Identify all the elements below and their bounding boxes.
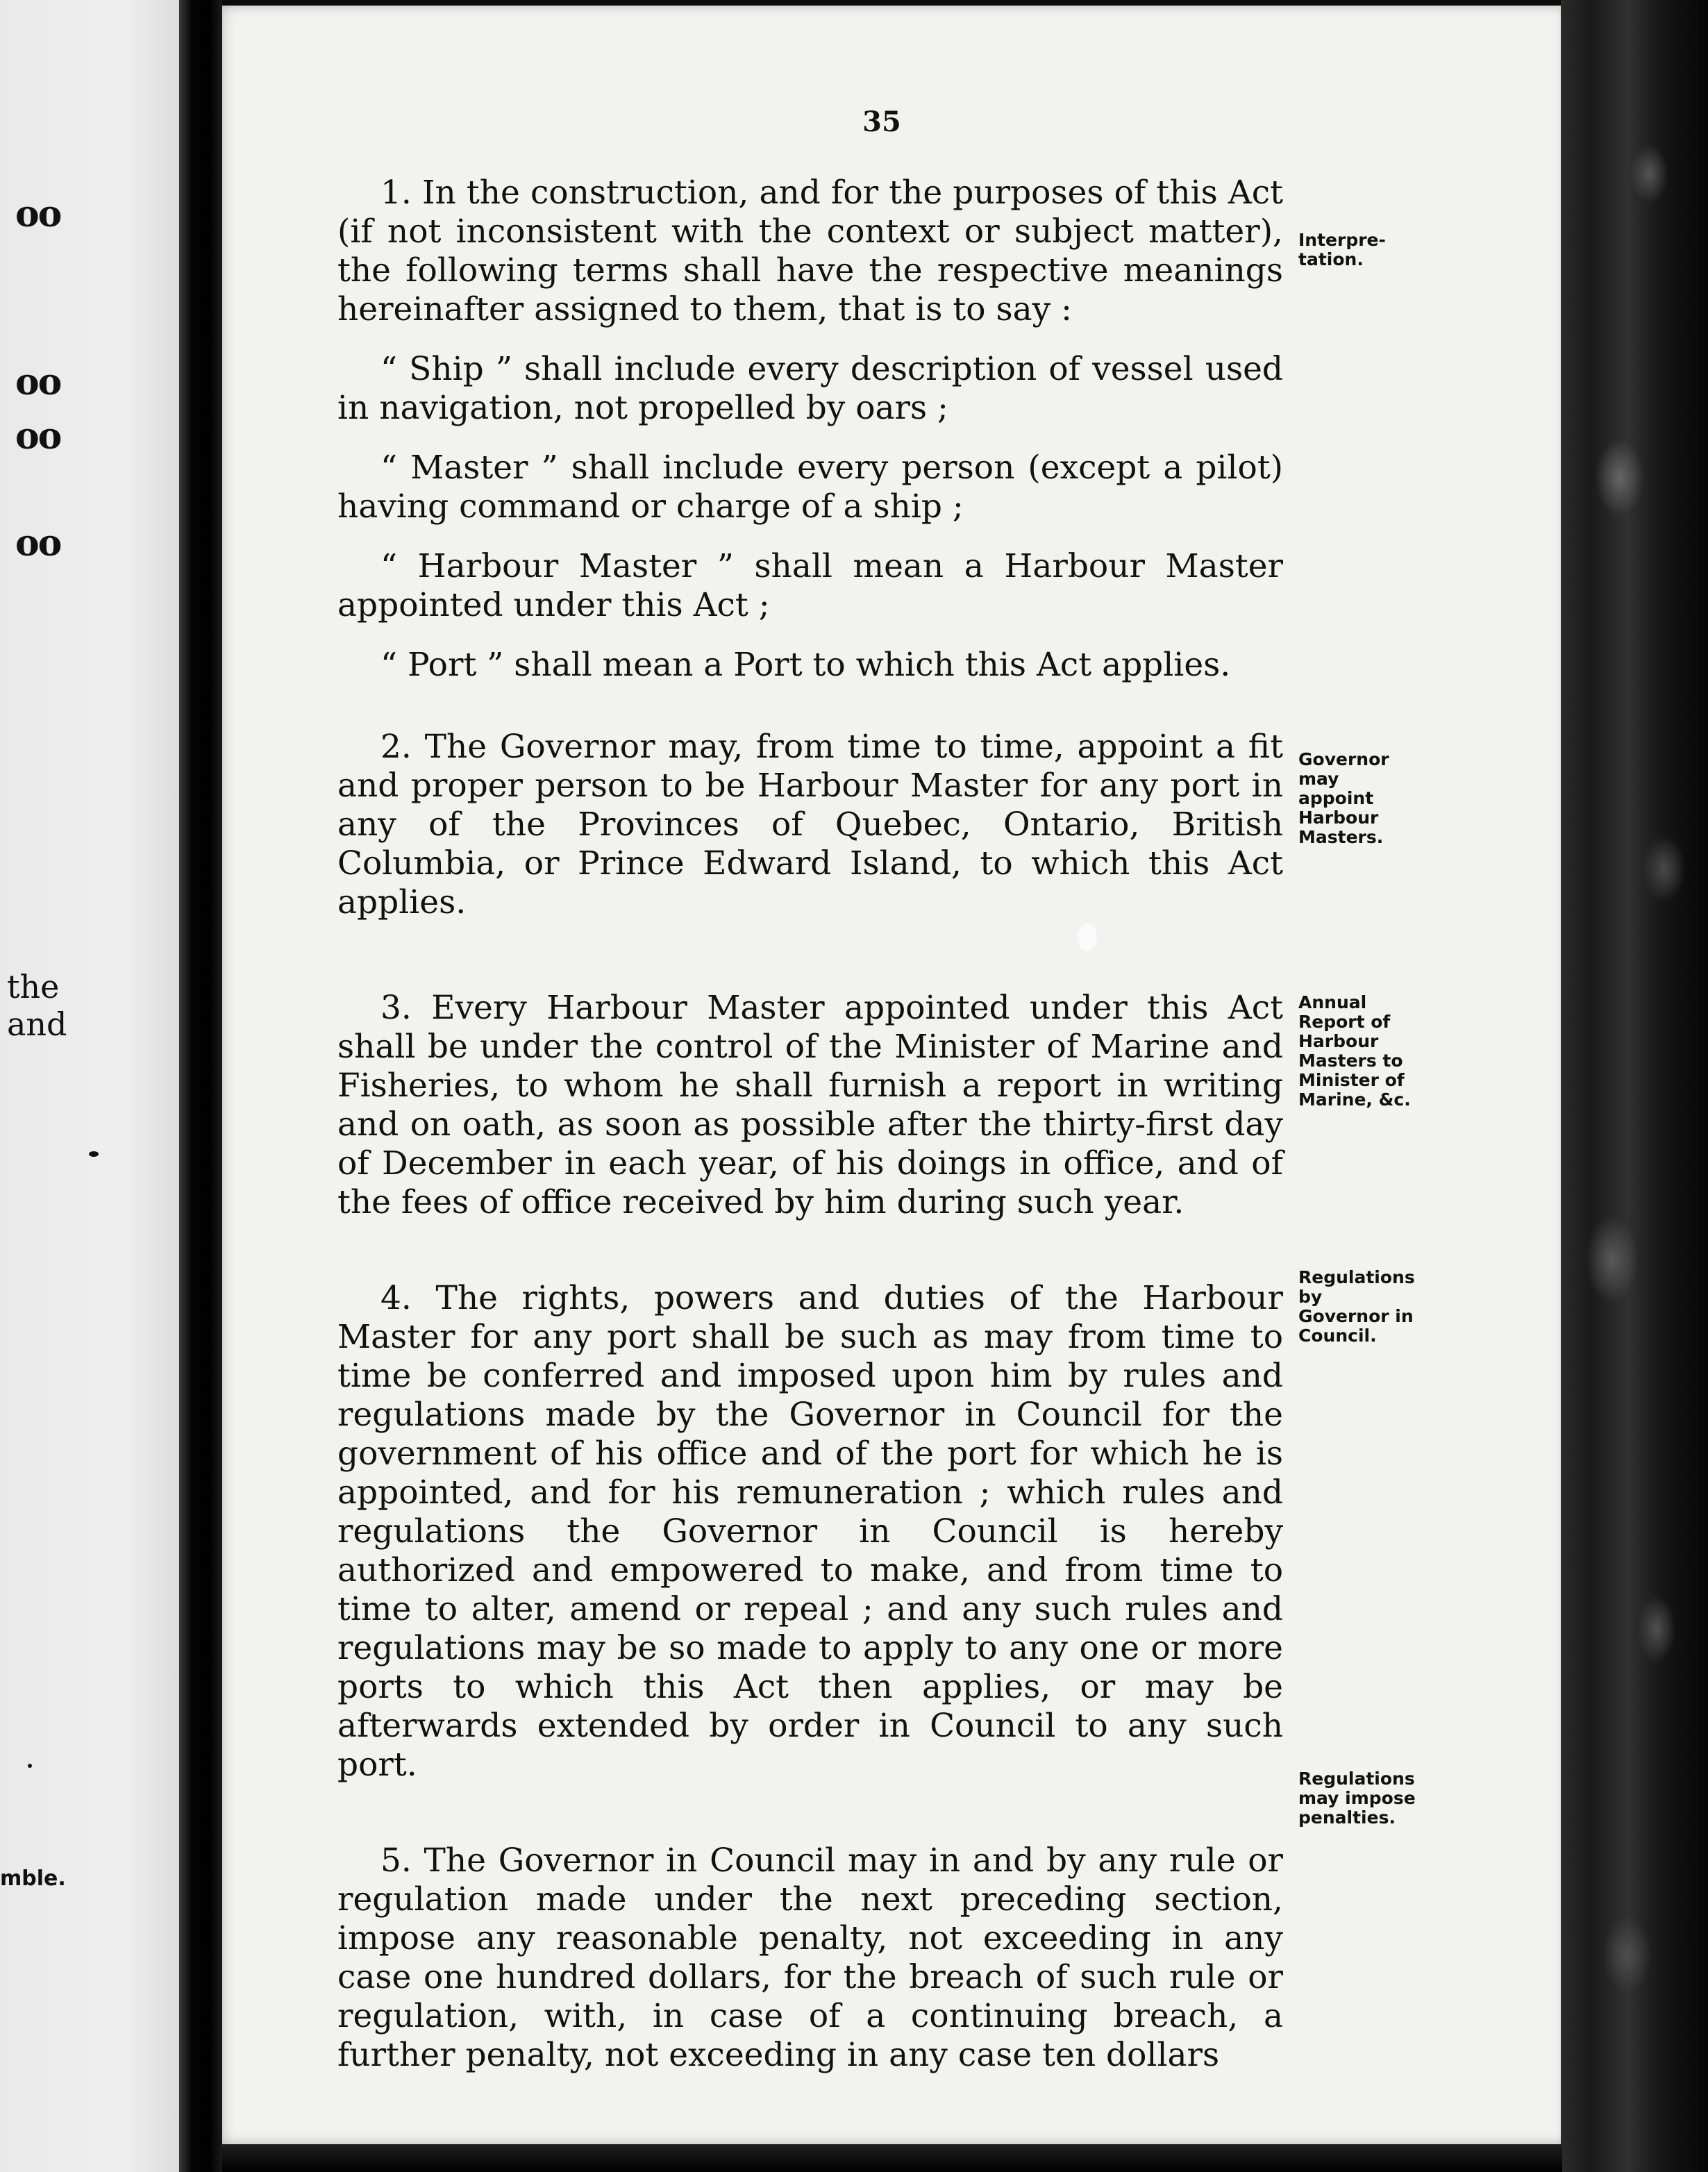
section-5: 5. The Governor in Council may in and by any rule or regulation made under the next preceding section, impose any reasonable penalty, not exceeding in any case one hundred dollars, for the breach of such rule or regulation, with, in case of a continuing breach, a further penalty, not exceeding in any case ten dollars xyxy=(337,1841,1283,2074)
section-3: 3. Every Harbour Master appointed under this Act shall be under the control of the Minister of Marine and Fisheries, to whom he shall furnish a report in writing and on oath, as soon as possible after the thirty-first day of December in each year, of his doings in office, and of the fees of office received by him during such year. xyxy=(337,989,1283,1221)
left-page-fragment: oo xyxy=(15,193,61,235)
section-4: 4. The rights, powers and duties of the Harbour Master for any port shall be such as may from time to time be conferred and imposed upon him by rules and regulations made by the Governor in Council for the government of his office and of the port for which he is appointed, and for his remuneration ; which rules and regulations the Governor in Council is hereby authorized and empowered to make, and from time to time to alter, amend or repeal ; and any such rules and regulations may be so made to apply to any one or more ports to which this Act then applies, or may be afterwards extended by order in Council to any such port. xyxy=(337,1279,1283,1784)
definition-ship: “ Ship ” shall include every description of vessel used in navigation, not propelled by oars ; xyxy=(337,350,1283,427)
marginal-note-interpretation: Interpre-tation. xyxy=(1298,230,1386,269)
book-gutter xyxy=(179,0,222,2172)
left-page-fragment: mble. xyxy=(0,1866,66,1891)
left-page-fragment: oo xyxy=(15,361,61,403)
marginal-note-penalties: Regulations may impose penalties. xyxy=(1298,1769,1416,1828)
marginal-note-regulations: Regulations by Governor in Council. xyxy=(1298,1267,1415,1346)
left-page-fragment: and xyxy=(7,1005,67,1043)
act-text xyxy=(337,174,1283,2075)
left-page-fragment: oo xyxy=(15,415,61,458)
section-1: 1. In the construction, and for the purposes of this Act (if not inconsistent with the context or subject matter), the following terms shall have the respective meanings hereinafter assigned to them, that is to say : xyxy=(337,174,1283,328)
left-facing-page xyxy=(0,0,179,2172)
page-bottom-edge xyxy=(222,2144,1562,2172)
definition-port: “ Port ” shall mean a Port to which this Act applies. xyxy=(380,646,1231,684)
marginal-note-governor-appoint: Governor may appoint Harbour Masters. xyxy=(1298,749,1389,847)
left-page-fragment: oo xyxy=(15,522,61,565)
definition-master: “ Master ” shall include every person (except a pilot) having command or charge of a ship ; xyxy=(337,449,1283,526)
marginal-note-annual-report: Annual Report of Harbour Masters to Minister of Marine, &c. xyxy=(1298,992,1411,1110)
page-number: 35 xyxy=(862,106,901,138)
section-2: 2. The Governor may, from time to time, appoint a fit and proper person to be Harbour Master for any port in any of the Provinces of Quebec, Ontario, British Columbia, or Prince Edward Island, to which this Act applies. xyxy=(337,728,1283,921)
paper-blemish xyxy=(1078,924,1097,951)
marbled-page-edge xyxy=(1561,0,1708,2172)
definition-harbour-master: “ Harbour Master ” shall mean a Harbour Master appointed under this Act ; xyxy=(337,547,1283,624)
left-page-fragment: the xyxy=(7,968,60,1005)
paper-speck xyxy=(89,1151,99,1157)
paper-speck xyxy=(28,1764,32,1768)
